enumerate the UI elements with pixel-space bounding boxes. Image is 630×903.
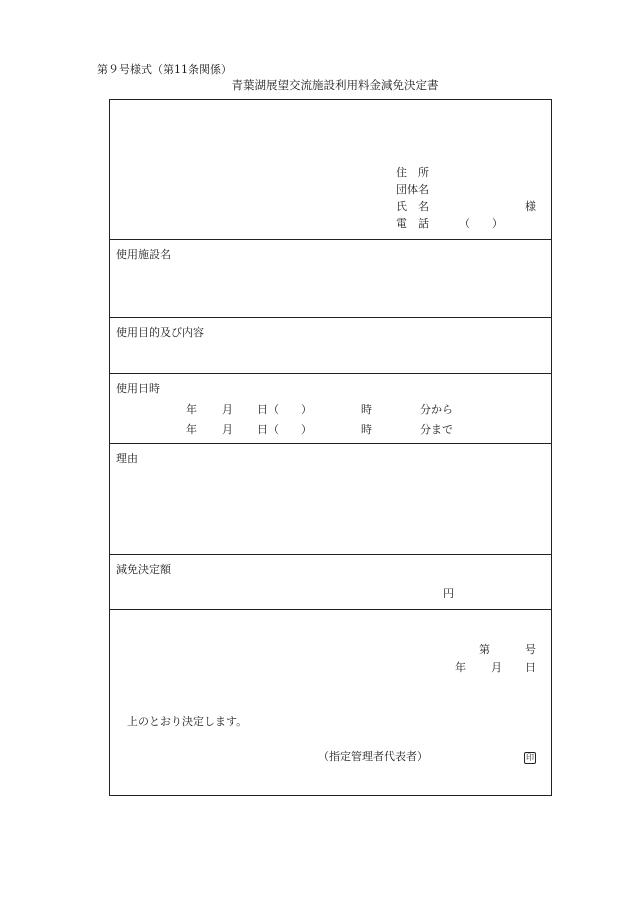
from-month: 月: [222, 403, 233, 416]
name-label: 氏 名: [396, 200, 429, 213]
decision-day: 日: [525, 661, 536, 674]
phone-area-code-parens: （ ）: [459, 217, 503, 230]
seal-icon: 印: [526, 753, 534, 762]
form-number: 第９号様式（第11条関係）: [97, 63, 232, 76]
form-table: [109, 99, 552, 796]
seal-mark: [524, 751, 536, 764]
purpose-label: 使用目的及び内容: [116, 326, 204, 339]
from-minute: 分から: [420, 403, 453, 416]
divider-line: [110, 609, 551, 610]
usage-datetime-label: 使用日時: [116, 382, 160, 395]
divider-line: [110, 373, 551, 374]
to-year: 年: [186, 423, 197, 436]
honorific-sama: 様: [525, 200, 536, 213]
from-year: 年: [186, 403, 197, 416]
to-hour: 時: [361, 423, 372, 436]
divider-line: [110, 554, 551, 555]
signer-label: （指定管理者代表者）: [318, 750, 428, 763]
yen-unit: 円: [443, 587, 454, 600]
decision-month: 月: [491, 661, 502, 674]
reason-label: 理由: [116, 452, 138, 465]
document-title: 青葉湖展望交流施設利用料金減免決定書: [231, 78, 439, 92]
to-minute: 分まで: [420, 423, 453, 436]
reduction-amount-label: 減免決定額: [116, 563, 171, 576]
decision-statement: 上のとおり決定します。: [127, 715, 248, 728]
number-suffix: 号: [525, 643, 536, 656]
number-prefix: 第: [479, 643, 490, 656]
facility-name-label: 使用施設名: [116, 248, 171, 261]
address-label: 住 所: [396, 166, 429, 179]
from-day: 日（ ）: [257, 403, 312, 416]
to-day: 日（ ）: [257, 423, 312, 436]
divider-line: [110, 317, 551, 318]
to-month: 月: [222, 423, 233, 436]
divider-line: [110, 443, 551, 444]
group-name-label: 団体名: [396, 183, 429, 196]
divider-line: [110, 239, 551, 240]
from-hour: 時: [361, 403, 372, 416]
phone-label: 電 話: [396, 217, 429, 230]
decision-year: 年: [455, 661, 466, 674]
